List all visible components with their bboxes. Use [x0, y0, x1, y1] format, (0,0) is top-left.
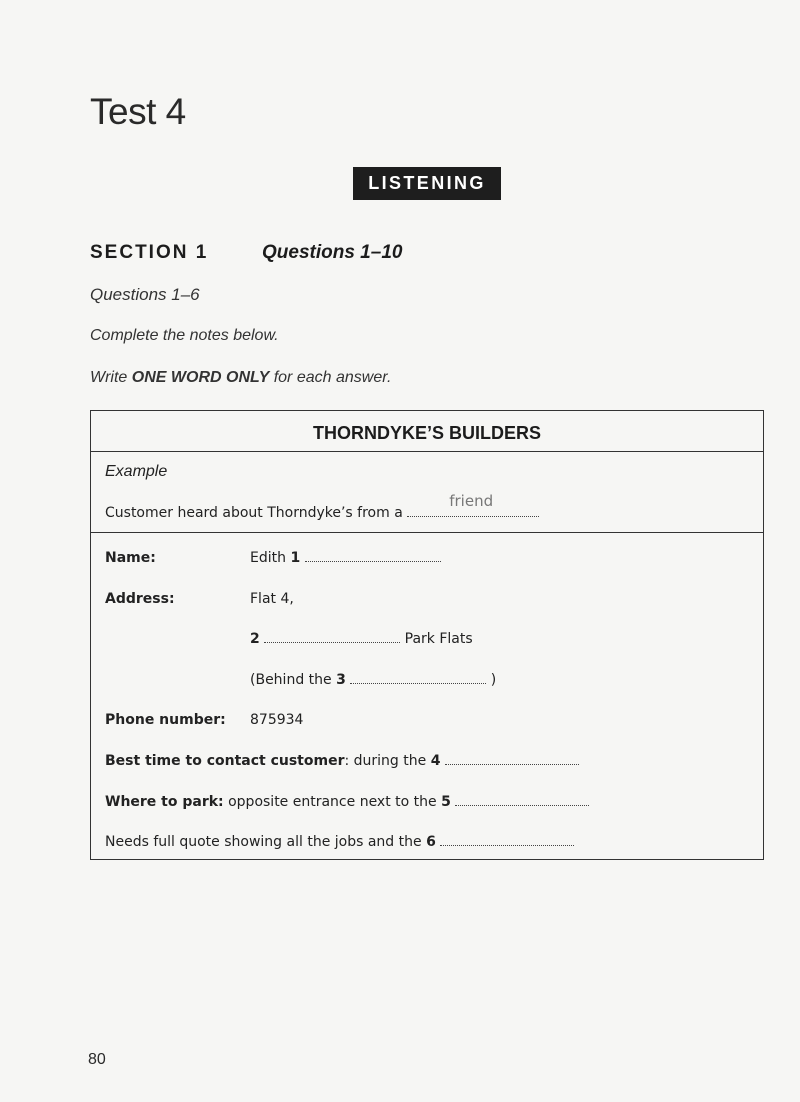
answer-blank-4[interactable]	[445, 753, 579, 765]
example-text: Customer heard about Thorndyke’s from a	[105, 505, 403, 521]
contact-row	[105, 753, 579, 769]
test-title: Test 4	[90, 91, 186, 132]
address-label-text: Address:	[105, 591, 175, 607]
name-label-text: Name:	[105, 550, 156, 566]
page-number: 80	[88, 1051, 106, 1068]
instruction-write-bold: ONE WORD ONLY	[131, 369, 270, 386]
address-line-2	[250, 631, 473, 647]
listening-badge	[353, 167, 501, 200]
divider	[91, 532, 763, 533]
address-line-3	[250, 672, 496, 688]
listening-badge-label: LISTENING	[368, 173, 486, 193]
quote-row	[105, 834, 574, 850]
address-line-3-post: )	[490, 672, 497, 688]
park-label: Where to park:	[105, 794, 224, 810]
quote-text: Needs full quote showing all the jobs and the	[105, 834, 422, 850]
phone-label-text: Phone number:	[105, 712, 226, 728]
questions-subheading: Questions 1–6	[90, 285, 200, 304]
divider	[91, 451, 763, 452]
example-answer-blank	[407, 492, 539, 521]
example-answer: friend	[449, 492, 494, 510]
question-6-number: 6	[426, 834, 436, 850]
contact-text: : during the	[344, 753, 427, 769]
answer-blank-5[interactable]	[455, 794, 589, 806]
contact-label: Best time to contact customer	[105, 753, 345, 769]
instruction-write-pre: Write	[90, 369, 132, 386]
park-text: opposite entrance next to the	[228, 794, 437, 810]
name-row	[250, 550, 441, 566]
park-row	[105, 794, 589, 810]
address-label	[105, 591, 175, 607]
question-2-number: 2	[250, 631, 260, 647]
question-4-number: 4	[430, 753, 441, 769]
answer-blank-1[interactable]	[305, 550, 441, 562]
question-3-number: 3	[336, 672, 346, 688]
phone-label	[105, 712, 226, 728]
section-heading: SECTION 1	[90, 242, 209, 263]
question-5-number: 5	[441, 794, 451, 810]
answer-blank-6[interactable]	[440, 834, 574, 846]
questions-range: Questions 1–10	[262, 242, 403, 263]
example-row	[105, 492, 539, 521]
address-line-2-post: Park Flats	[404, 631, 473, 647]
name-value: Edith	[250, 550, 286, 566]
phone-value: 875934	[250, 712, 304, 728]
answer-blank-3[interactable]	[350, 672, 486, 684]
address-line-1: Flat 4,	[250, 591, 294, 607]
answer-blank-2[interactable]	[264, 631, 400, 643]
instruction-complete: Complete the notes below.	[90, 327, 279, 344]
address-line-3-pre: (Behind the	[250, 672, 332, 688]
question-1-number: 1	[290, 550, 301, 566]
notes-box	[90, 410, 764, 860]
example-label: Example	[105, 463, 168, 480]
notes-title: THORNDYKE’S BUILDERS	[312, 423, 541, 443]
name-label	[105, 550, 156, 566]
instruction-write-post: for each answer.	[269, 369, 392, 386]
instruction-write	[90, 369, 391, 387]
